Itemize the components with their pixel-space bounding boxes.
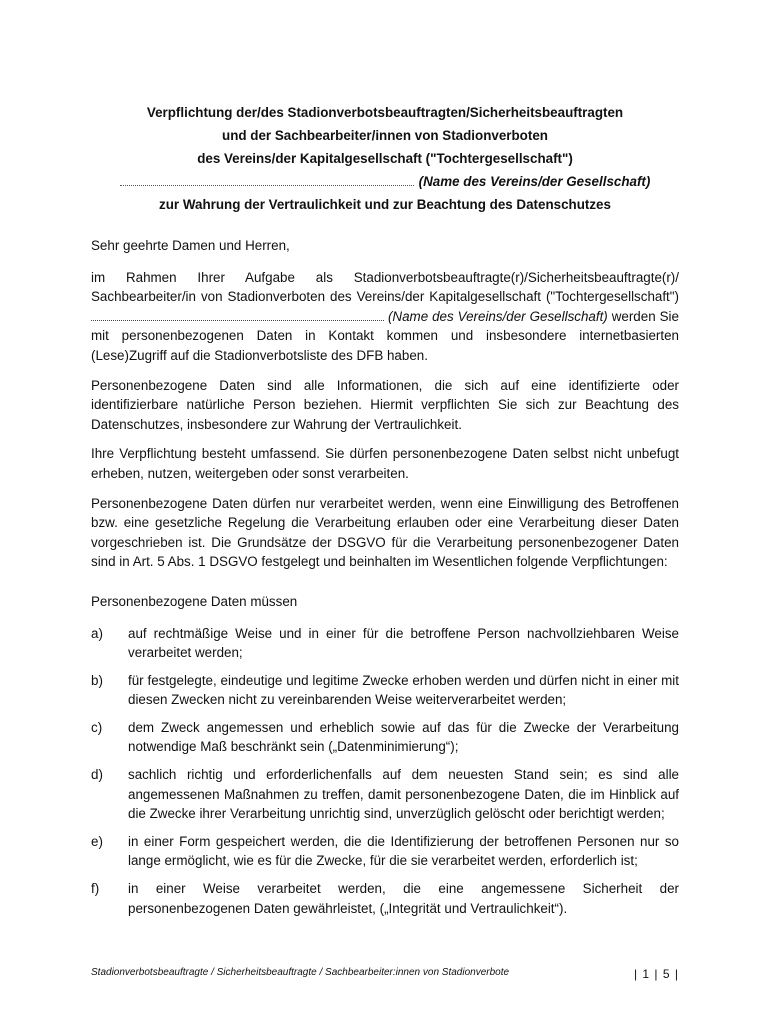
paragraph-1: Personenbezogene Daten sind alle Informationen, die sich auf eine identifizierte oder identifizierbare natürliche Person beziehen. Hiermit verpflichten Sie sich zur Beachtung des Datenschutzes, insbesondere zur Wahrung der Vertraulichkeit. [91,377,679,432]
list-item [91,832,679,871]
list-item [91,671,679,710]
intro-part-1: im Rahmen Ihrer Aufgabe als Stadionverbotsbeauftragte(r)/Sicherheitsbeauftragte(r)/ Sachbearbeiter/in von Stadionverboten des Vereins/der Kapitalgesellschaft ("Tochtergesellschaft") [91,269,679,305]
list-item-text: auf rechtmäßige Weise und in einer für die betroffene Person nachvollziehbaren Weise verarbeitet werden; [128,625,679,661]
list-item [91,718,679,757]
title-line-1: Verpflichtung der/des Stadionverbotsbeauftragten/Sicherheitsbeauftragten [146,105,624,120]
list-item [91,765,679,824]
title-line-5: zur Wahrung der Vertraulichkeit und zur Beachtung des Datenschutzes [159,197,611,212]
principles-list [91,624,679,919]
name-blank-field[interactable] [120,176,414,186]
title-line-3: des Vereins/der Kapitalgesellschaft ("Tochtergesellschaft") [197,151,573,166]
list-item-text: für festgelegte, eindeutige und legitime Zwecke erhoben werden und dürfen nicht in einer mit diesen Zwecken nicht zu vereinbarenden Weise weiterverarbeitet werden; [128,672,679,708]
list-item-letter: c) [91,719,103,735]
paragraph-3: Personenbezogene Daten dürfen nur verarbeitet werden, wenn eine Einwilligung des Betroffenen bzw. eine gesetzliche Regelung die Verarbeitung erlauben oder eine Verarbeitung dieser Daten vorgeschrieben ist. Die Grundsätze der DSGVO für die Verarbeitung personenbezogener Daten sind in Art. 5 Abs. 1 DSGVO festgelegt und beinhalten im Wesentlichen folgende Verpflichtungen: [91,495,679,570]
page-number: | 1 | 5 | [633,967,679,981]
list-item-letter: e) [91,833,103,849]
intro-part-3: werden Sie mit personenbezogenen Daten in Kontakt kommen und insbesondere internetbasierten (Lese)Zugriff auf die Stadionverbotsliste des DFB haben. [91,308,679,363]
list-item-text: sachlich richtig und erforderlichenfalls auf dem neuesten Stand sein; es sind alle angemessenen Maßnahmen zu treffen, damit personenbezogene Daten, die im Hinblick auf die Zwecke ihrer Verarbeitung unrichtig sind, unverzüglich gelöscht oder berichtigt werden; [128,767,679,822]
list-item-letter: f) [91,881,100,897]
title-name-line [91,170,679,193]
title-line-2: und der Sachbearbeiter/innen von Stadionverboten [222,128,548,143]
paragraph-2: Ihre Verpflichtung besteht umfassend. Sie dürfen personenbezogene Daten selbst nicht unbefugt erheben, nutzen, weitergeben oder sonst verarbeiten. [91,446,679,481]
title-name-note: (Name des Vereins/der Gesellschaft) [418,174,651,189]
list-item-letter: a) [91,625,103,641]
list-item-text: in einer Weise verarbeitet werden, die eine angemessene Sicherheit der personenbezogenen Daten gewährleistet, („Integrität und Vertraulichkeit“). [128,881,679,916]
intro-part-2: (Name des Vereins/der Gesellschaft) [387,308,608,324]
document-content [91,101,679,926]
list-item [91,879,679,918]
intro-paragraph [91,268,679,366]
must-intro: Personenbezogene Daten müssen [91,593,298,609]
document-body [91,236,679,918]
footer-text: Stadionverbotsbeauftragte / Sicherheitsbeauftragte / Sachbearbeiter:innen von Stadionverbote [91,967,510,978]
list-item-text: dem Zweck angemessen und erheblich sowie auf das für die Zwecke der Verarbeitung notwendige Maß beschränkt sein („Datenminimierung“); [128,719,679,755]
list-item [91,624,679,663]
salutation: Sehr geehrte Damen und Herren, [91,238,290,253]
page-footer [91,967,679,981]
document-title [91,101,679,216]
list-item-letter: b) [91,672,103,688]
intro-blank-field[interactable] [91,308,384,321]
list-item-letter: d) [91,767,103,783]
list-item-text: in einer Form gespeichert werden, die die Identifizierung der betroffenen Personen nur so lange ermöglicht, wie es für die Zwecke, für die sie verarbeitet werden, erforderlich ist; [128,833,679,869]
